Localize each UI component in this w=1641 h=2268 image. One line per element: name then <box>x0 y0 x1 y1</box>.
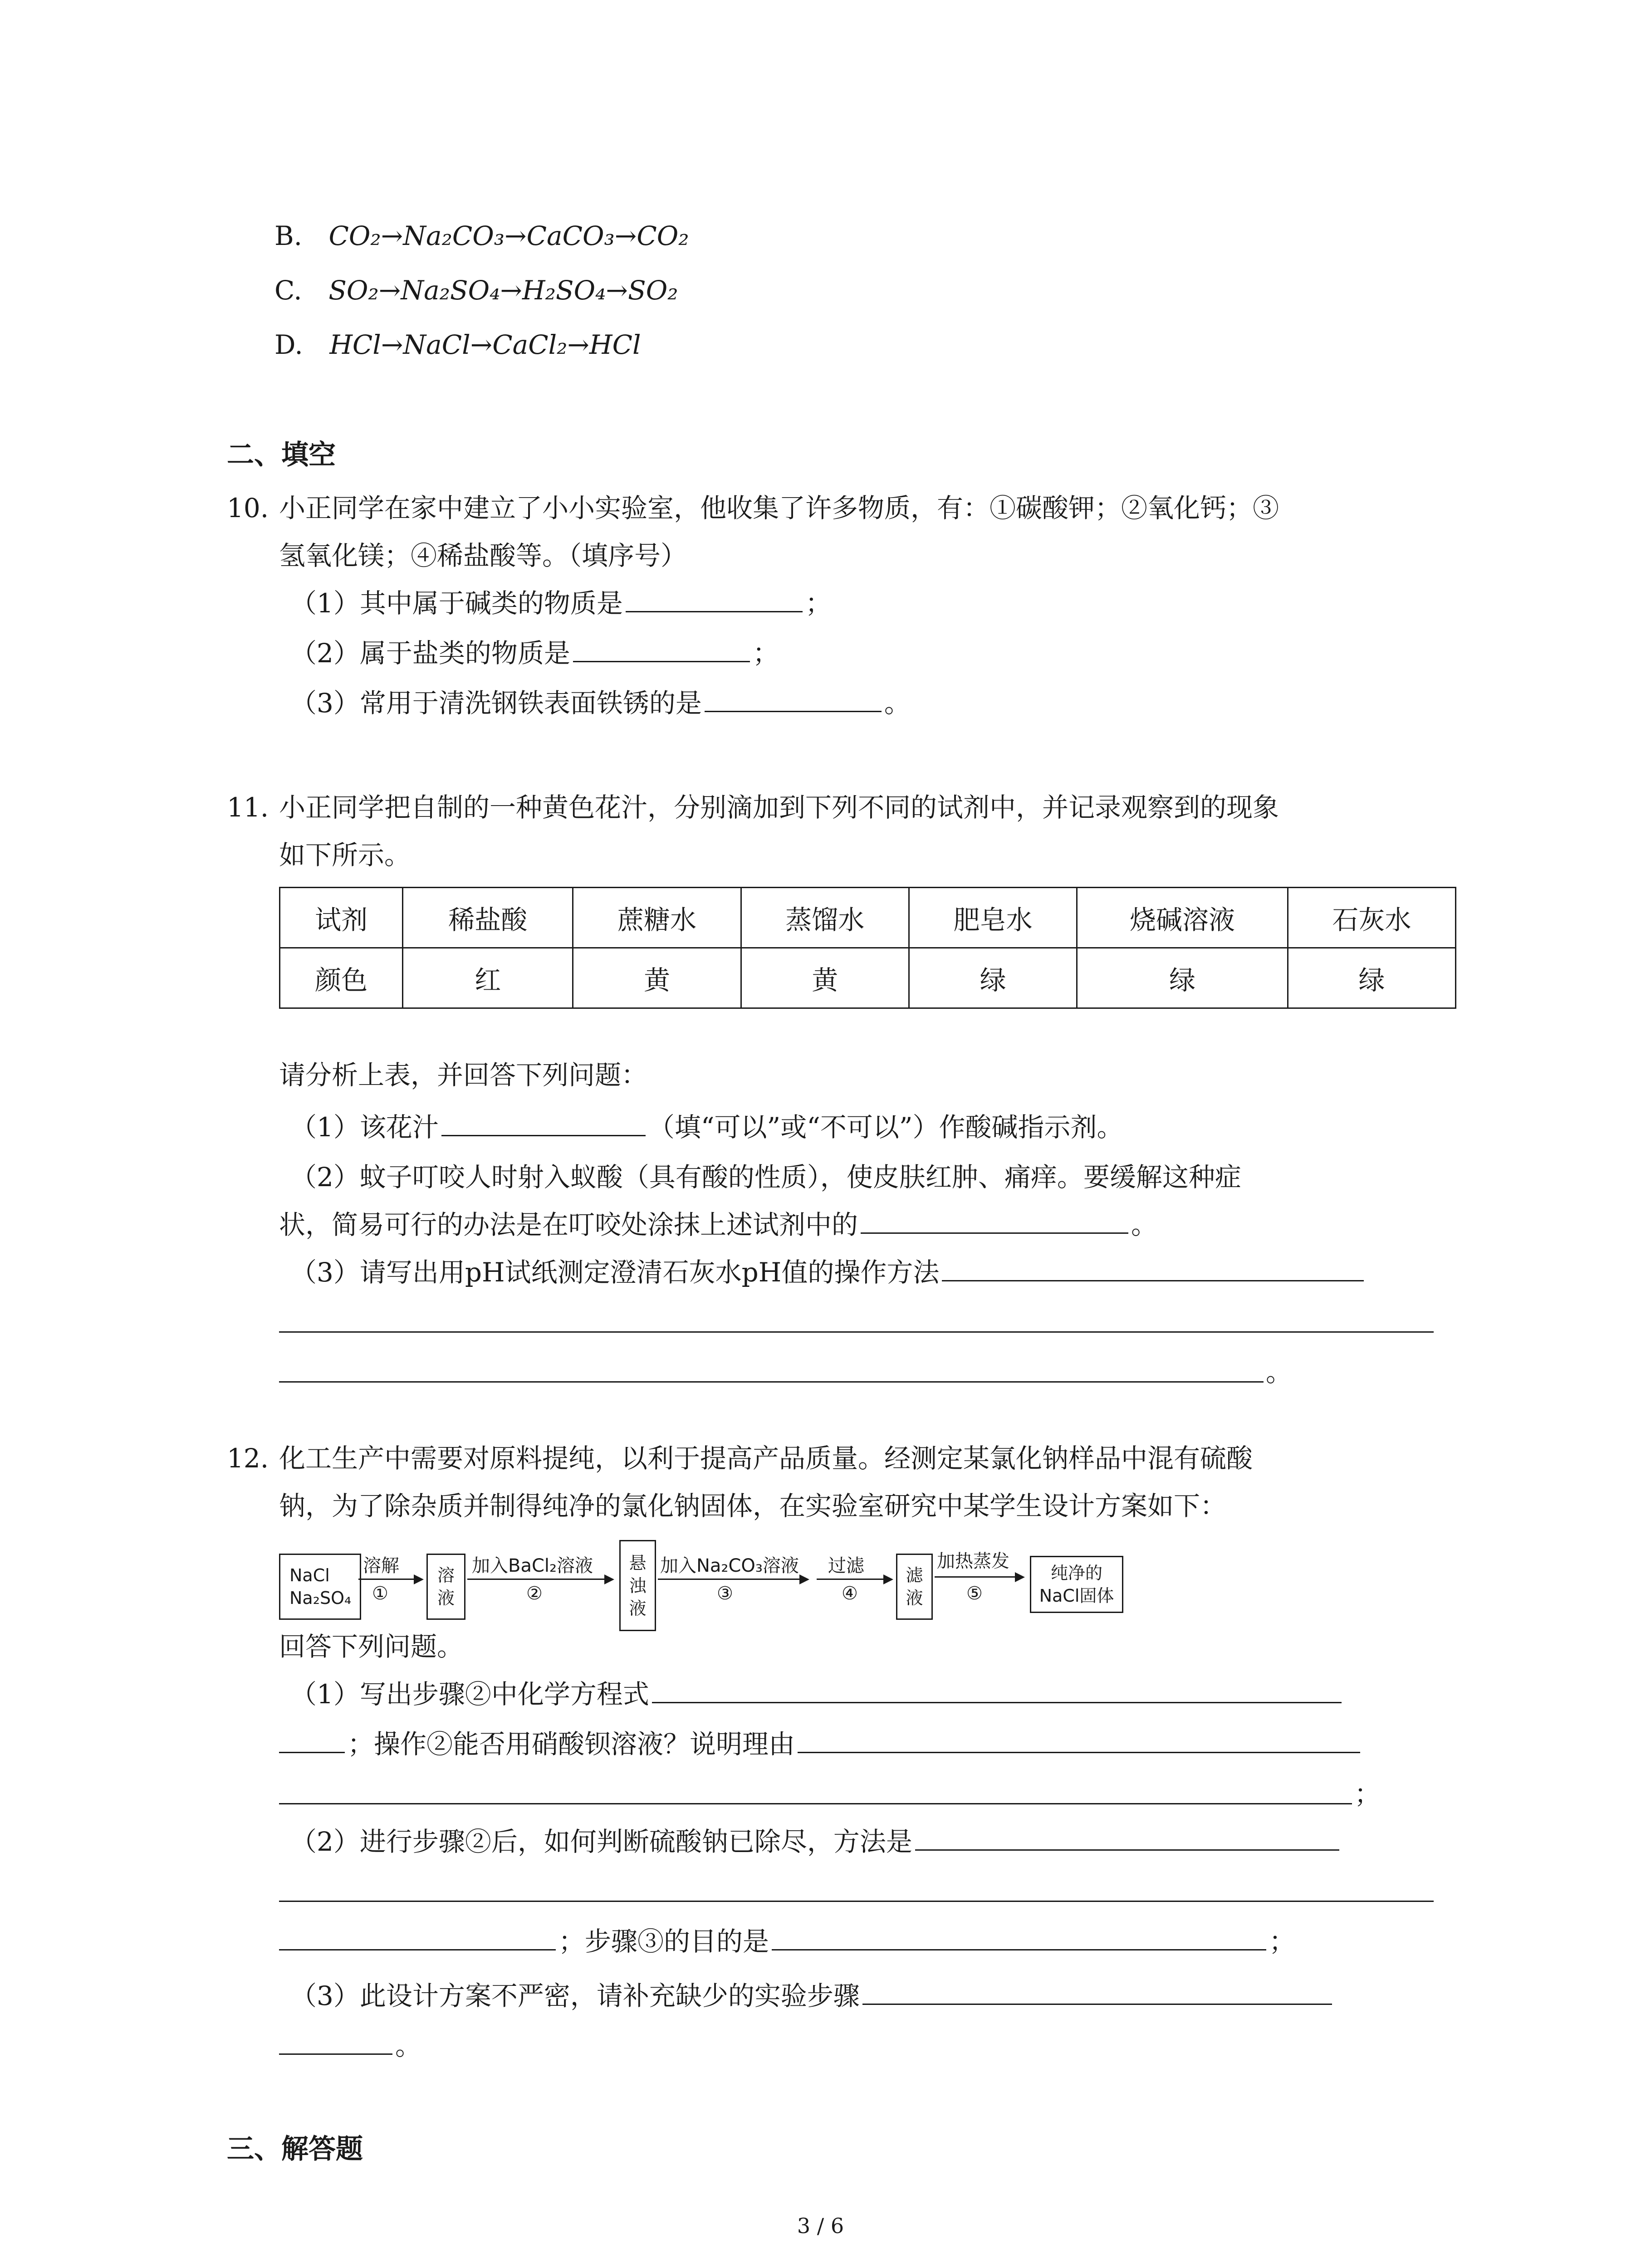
flow-box-product: 纯净的 NaCl固体 <box>1030 1556 1123 1613</box>
q10-sub2-end: ； <box>752 638 779 669</box>
q11-line1: 小正同学把自制的一种黄色花汁，分别滴加到下列不同的试剂中，并记录观察到的现象 <box>279 792 1279 823</box>
option-c-formula: SO₂→Na₂SO₄→H₂SO₄→SO₂ <box>328 275 678 306</box>
q12-sub2-end: ； <box>1269 1926 1296 1957</box>
flow-box-filtrate: 滤 液 <box>896 1554 933 1620</box>
flow-box-sample-na2so4: Na₂SO₄ <box>289 1588 352 1608</box>
option-c <box>274 272 678 308</box>
q10-sub3-end: 。 <box>884 688 911 719</box>
q11-sub3-text: （3）请写出用pH试纸测定澄清石灰水pH值的操作方法 <box>290 1257 940 1288</box>
section-2-title: 二、填空 <box>227 439 336 471</box>
option-d-formula: HCl→NaCl→CaCl₂→HCl <box>329 329 641 360</box>
option-d-label: D. <box>274 329 303 360</box>
q10-number: 10. <box>227 493 269 523</box>
table-cell: 颜色 <box>280 948 403 1008</box>
q10-sub2 <box>290 635 779 671</box>
flow-arrow-4 <box>817 1579 892 1580</box>
table-cell: 烧碱溶液 <box>1077 888 1288 948</box>
q12-line1: 化工生产中需要对原料提纯，以利于提高产品质量。经测定某氯化钠样品中混有硫酸 <box>279 1443 1253 1474</box>
flow-step3-label: 加入Na₂CO₃溶液 <box>660 1555 799 1576</box>
q12-answer-line[interactable] <box>279 1901 1434 1902</box>
q11-sub1-tail: （填“可以”或“不可以”）作酸碱指示剂。 <box>648 1112 1123 1143</box>
flow-arrow-3 <box>658 1579 808 1580</box>
q12-sub2-line1 <box>290 1823 1342 1860</box>
flow-step2-label: 加入BaCl₂溶液 <box>472 1555 593 1576</box>
q10-sub2-blank[interactable] <box>573 635 750 662</box>
q11-sub2-text: 状，简易可行的办法是在叮咬处涂抹上述试剂中的 <box>279 1209 858 1240</box>
flow-arrow-5 <box>935 1576 1023 1578</box>
table-cell: 蒸馏水 <box>741 888 909 948</box>
q12-sub3-line1 <box>290 1978 1335 2014</box>
q12-line2: 钠，为了除杂质并制得纯净的氯化钠固体，在实验室研究中某学生设计方案如下： <box>279 1491 1227 1521</box>
q11-answer-line[interactable] <box>279 1331 1434 1333</box>
q10-sub3 <box>290 685 911 721</box>
q11-sub2-line2 <box>279 1207 1157 1243</box>
q11-sub1-text: （1）该花汁 <box>290 1112 439 1143</box>
q12-sub1-blank-cont[interactable] <box>279 1726 345 1753</box>
q11-sub1-blank[interactable] <box>441 1110 646 1136</box>
option-c-label: C. <box>274 275 302 306</box>
table-cell: 试剂 <box>280 888 403 948</box>
q12-sub1-line1 <box>290 1676 1344 1712</box>
page-number: 3 / 6 <box>797 2214 844 2238</box>
flow-step3-number: ③ <box>717 1583 733 1604</box>
q12-sub2-line3 <box>279 1923 1295 1960</box>
q12-sub2-blank[interactable] <box>915 1824 1339 1851</box>
q11-sub3 <box>290 1254 1367 1290</box>
flow-step5-number: ⑤ <box>966 1583 983 1604</box>
q12-sub3-text: （3）此设计方案不严密，请补充缺少的实验步骤 <box>290 1980 860 2011</box>
flow-step5-label: 加热蒸发 <box>937 1551 1009 1572</box>
flow-step4-number: ④ <box>842 1583 858 1604</box>
option-d <box>274 327 641 363</box>
option-b <box>274 218 689 254</box>
table-row <box>280 948 1456 1008</box>
q12-sub3-blank-cont[interactable] <box>279 2028 392 2055</box>
table-cell: 肥皂水 <box>909 888 1077 948</box>
q10-line2: 氢氧化镁；④稀盐酸等。（填序号） <box>279 540 687 571</box>
flow-box-sample-nacl: NaCl <box>289 1565 330 1585</box>
table-cell: 黄 <box>741 948 909 1008</box>
table-cell: 黄 <box>573 948 741 1008</box>
table-cell: 绿 <box>909 948 1077 1008</box>
q12-prompt: 回答下列问题。 <box>279 1631 464 1662</box>
q12-sub1-text: （1）写出步骤②中化学方程式 <box>290 1679 649 1710</box>
q10-sub1-blank[interactable] <box>626 586 803 612</box>
flow-step2-number: ② <box>526 1583 543 1604</box>
option-b-label: B. <box>274 220 303 251</box>
q12-sub3-blank[interactable] <box>862 1978 1332 2005</box>
flow-box-solution: 溶 液 <box>426 1554 465 1620</box>
q11-prompt: 请分析上表，并回答下列问题： <box>279 1060 648 1090</box>
q12-sub3-end: 。 <box>395 2030 422 2061</box>
q11-sub1 <box>290 1109 1123 1145</box>
q11-sub3-blank[interactable] <box>942 1255 1364 1281</box>
flow-arrow-1 <box>358 1579 422 1580</box>
q12-sub1-reason-blank[interactable] <box>798 1726 1360 1753</box>
q10-line1: 小正同学在家中建立了小小实验室，他收集了许多物质，有：①碳酸钾；②氧化钙；③ <box>279 493 1279 523</box>
table-cell: 红 <box>403 948 573 1008</box>
q12-sub2-purpose-blank[interactable] <box>772 1924 1266 1950</box>
q12-sub1-end: ； <box>1354 1779 1381 1809</box>
q10-sub3-blank[interactable] <box>705 685 882 712</box>
flow-step1-label: 溶解 <box>363 1555 399 1576</box>
q12-answer-line[interactable] <box>279 1803 1352 1804</box>
table-cell: 石灰水 <box>1288 888 1455 948</box>
q11-number: 11. <box>227 792 269 823</box>
flow-step1-number: ① <box>372 1583 388 1604</box>
flow-box-suspension: 悬 浊 液 <box>619 1540 656 1631</box>
option-b-formula: CO₂→Na₂CO₃→CaCO₃→CO₂ <box>328 220 689 251</box>
q10-sub3-text: （3）常用于清洗钢铁表面铁锈的是 <box>290 688 702 719</box>
q12-sub1-blank[interactable] <box>652 1677 1342 1703</box>
table-cell: 绿 <box>1288 948 1455 1008</box>
flow-step4-label: 过滤 <box>828 1555 864 1576</box>
table-cell: 绿 <box>1077 948 1288 1008</box>
flow-arrow-2 <box>467 1579 612 1580</box>
q11-sub2-blank[interactable] <box>861 1207 1128 1234</box>
reagent-table <box>279 887 1456 1009</box>
table-row <box>280 888 1456 948</box>
q12-sub2-text: （2）进行步骤②后，如何判断硫酸钠已除尽，方法是 <box>290 1826 912 1857</box>
q11-sub2-line1: （2）蚊子叮咬人时射入蚁酸（具有酸的性质），使皮肤红肿、痛痒。要缓解这种症 <box>290 1162 1241 1193</box>
q12-sub2-purpose: ；步骤③的目的是 <box>558 1926 769 1957</box>
q10-sub1-end: ； <box>805 588 832 619</box>
table-cell: 稀盐酸 <box>403 888 573 948</box>
q10-sub2-text: （2）属于盐类的物质是 <box>290 638 570 669</box>
q11-sub2-end: 。 <box>1131 1209 1158 1240</box>
table-cell: 蔗糖水 <box>573 888 741 948</box>
q12-sub1-line2 <box>279 1726 1363 1762</box>
section-3-title: 三、解答题 <box>227 2133 363 2165</box>
q11-line2: 如下所示。 <box>279 840 411 870</box>
q12-number: 12. <box>227 1443 269 1474</box>
q12-sub3-line2 <box>279 2028 421 2064</box>
flow-box-sample <box>279 1554 361 1620</box>
q11-answer-line[interactable] <box>279 1381 1264 1383</box>
q10-sub1 <box>290 585 832 621</box>
q12-sub1-question: ；操作②能否用硝酸钡溶液？说明理由 <box>348 1729 795 1760</box>
q10-sub1-text: （1）其中属于碱类的物质是 <box>290 588 623 619</box>
q11-sub3-end: 。 <box>1266 1357 1293 1388</box>
q12-sub2-blank-cont[interactable] <box>279 1924 556 1950</box>
